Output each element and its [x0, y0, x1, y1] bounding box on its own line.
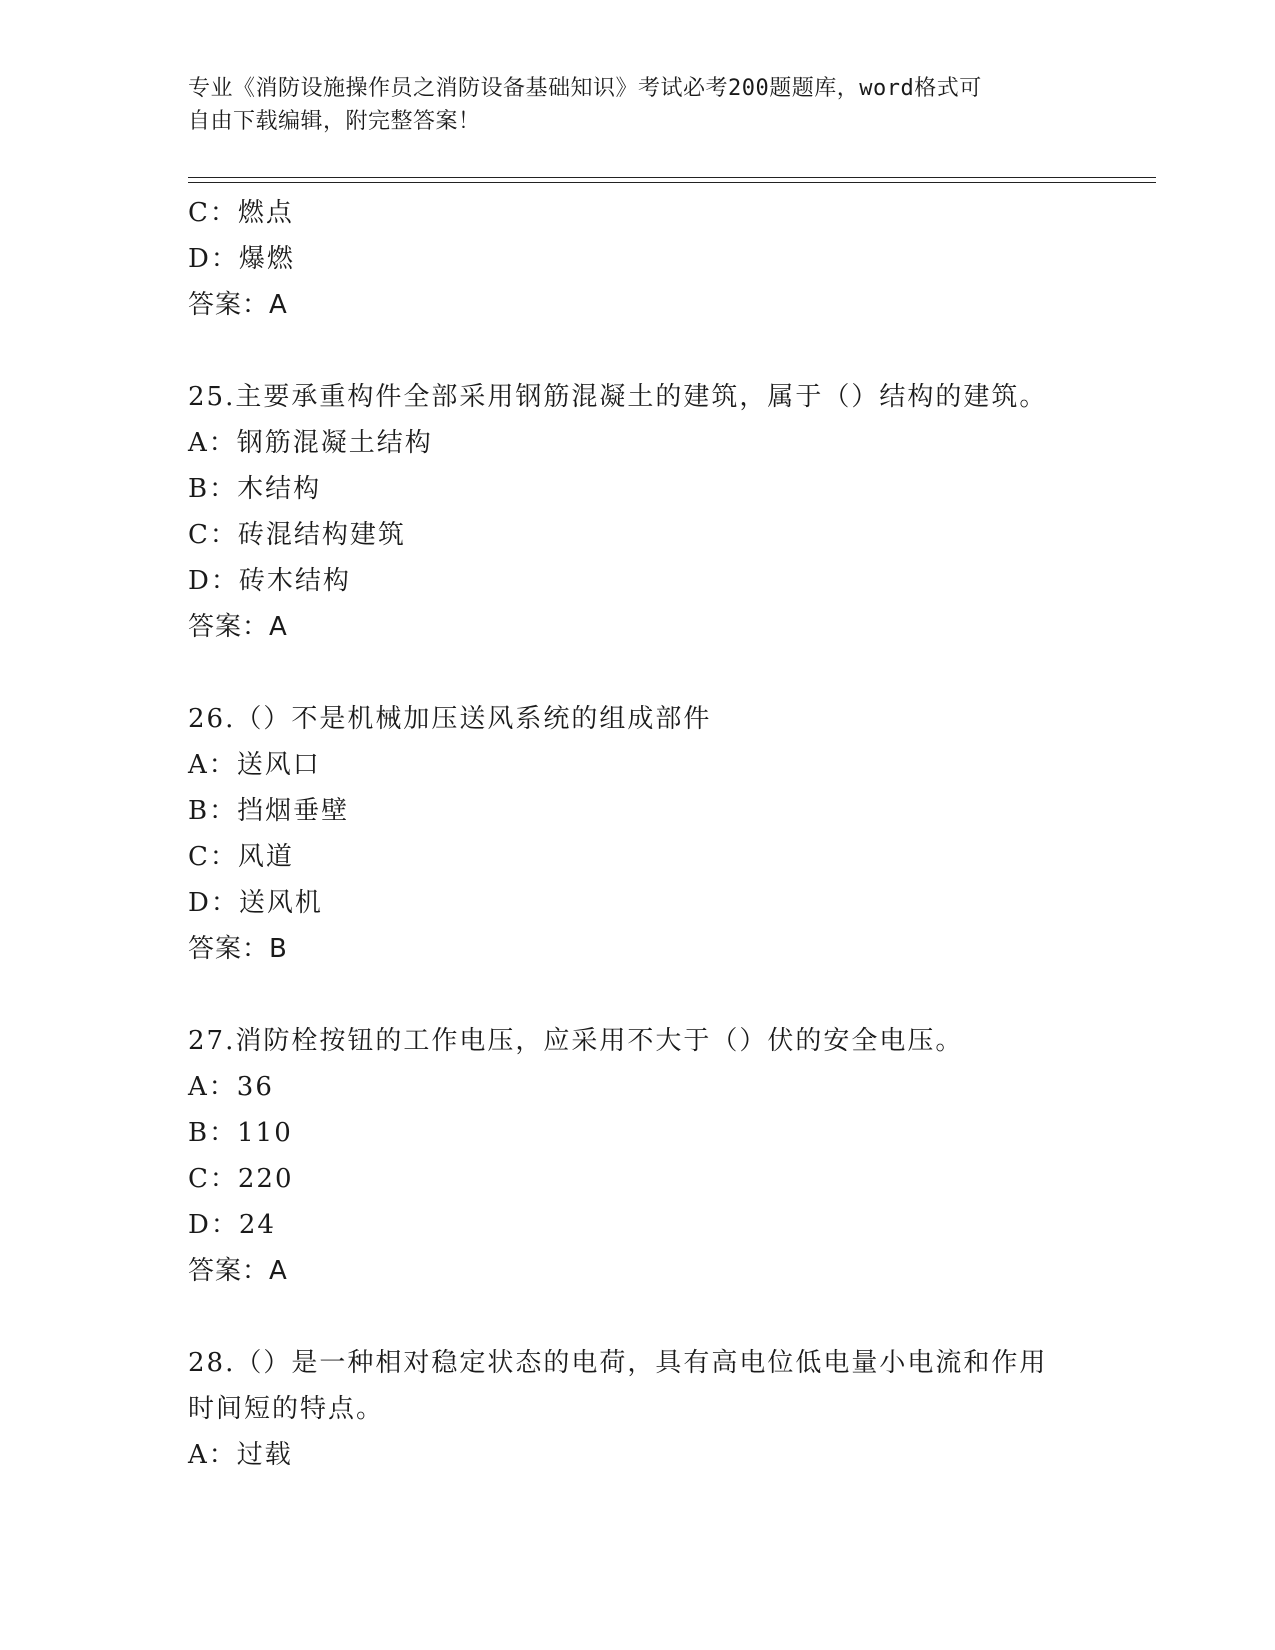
option-c: C：燃点: [188, 198, 294, 228]
question-text-28-line-2: 时间短的特点。: [188, 1394, 385, 1424]
option-a: A：送风口: [188, 750, 321, 780]
answer-line: 答案：B: [188, 934, 288, 964]
answer-line: 答案：A: [188, 612, 288, 642]
answer-line: 答案：A: [188, 290, 288, 320]
option-d: D：砖木结构: [188, 566, 351, 596]
spacer: [188, 972, 1088, 1018]
question-content: [188, 190, 1088, 1478]
option-a: A：36: [188, 1072, 274, 1102]
header-divider-bottom: [188, 182, 1156, 183]
option-c: C：砖混结构建筑: [188, 520, 406, 550]
option-d: D：24: [188, 1210, 276, 1240]
option-c: C：风道: [188, 842, 294, 872]
question-text-25: 25.主要承重构件全部采用钢筋混凝土的建筑，属于（）结构的建筑。: [188, 382, 1048, 412]
header-line-1: 专业《消防设施操作员之消防设备基础知识》考试必考200题题库，word格式可: [188, 76, 982, 101]
header-divider-top: [188, 177, 1156, 178]
option-b: B：110: [188, 1118, 293, 1148]
option-c: C：220: [188, 1164, 294, 1194]
question-text-26: 26.（）不是机械加压送风系统的组成部件: [188, 704, 712, 734]
header-line-2: 自由下载编辑，附完整答案！: [188, 109, 481, 134]
document-header: [188, 72, 1068, 138]
option-a: A：过载: [188, 1440, 293, 1470]
option-d: D：爆燃: [188, 244, 295, 274]
option-b: B：挡烟垂壁: [188, 796, 350, 826]
spacer: [188, 328, 1088, 374]
spacer: [188, 1294, 1088, 1340]
option-b: B：木结构: [188, 474, 322, 504]
option-d: D：送风机: [188, 888, 323, 918]
spacer: [188, 650, 1088, 696]
answer-line: 答案：A: [188, 1256, 288, 1286]
question-text-28-line-1: 28.（）是一种相对稳定状态的电荷，具有高电位低电量小电流和作用: [188, 1348, 1048, 1378]
question-text-27: 27.消防栓按钮的工作电压，应采用不大于（）伏的安全电压。: [188, 1026, 964, 1056]
option-a: A：钢筋混凝土结构: [188, 428, 433, 458]
